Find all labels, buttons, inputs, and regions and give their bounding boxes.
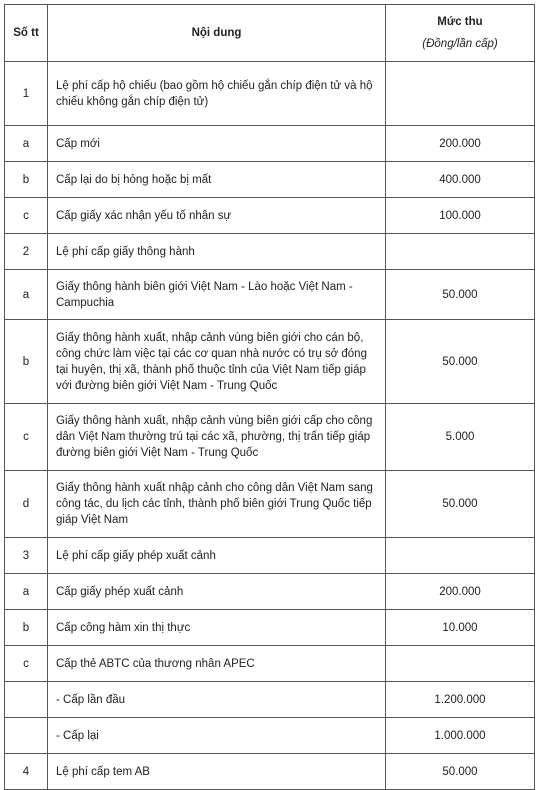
row-content: Giấy thông hành biên giới Việt Nam - Lào hoặc Việt Nam - Campuchia bbox=[48, 270, 386, 320]
table-row bbox=[5, 198, 535, 234]
row-fee-amount: 400.000 bbox=[386, 162, 535, 198]
header-stt: Số tt bbox=[5, 5, 48, 62]
row-fee-amount: 50.000 bbox=[386, 754, 535, 790]
table-row bbox=[5, 538, 535, 574]
table-row bbox=[5, 574, 535, 610]
fee-table bbox=[4, 4, 535, 790]
row-fee-amount: 1.200.000 bbox=[386, 682, 535, 718]
row-number bbox=[5, 718, 48, 754]
table-row bbox=[5, 646, 535, 682]
row-content: Cấp giấy xác nhận yếu tố nhân sự bbox=[48, 198, 386, 234]
row-number: b bbox=[5, 162, 48, 198]
header-fee-label: Mức thu bbox=[437, 16, 483, 28]
row-number: b bbox=[5, 610, 48, 646]
row-content: Cấp giấy phép xuất cảnh bbox=[48, 574, 386, 610]
row-number: c bbox=[5, 646, 48, 682]
row-fee-amount: 200.000 bbox=[386, 126, 535, 162]
row-number: 3 bbox=[5, 538, 48, 574]
row-content: Giấy thông hành xuất, nhập cảnh vùng biên giới cho cán bộ, công chức làm việc tại các cơ quan nhà nước có trụ sở đóng tại huyện, thị xã, thành phố thuộc tỉnh của Việt Nam tiếp giáp với đường biên giới Việt Nam - Trung Quốc bbox=[48, 320, 386, 404]
row-content: Cấp công hàm xin thị thực bbox=[48, 610, 386, 646]
row-content: Giấy thông hành xuất, nhập cảnh vùng biên giới cấp cho công dân Việt Nam thường trú tại các xã, phường, thị trấn tiếp giáp đường biên giới Việt Nam - Trung Quốc bbox=[48, 404, 386, 471]
row-content: Cấp thẻ ABTC của thương nhân APEC bbox=[48, 646, 386, 682]
row-number: a bbox=[5, 574, 48, 610]
row-number: a bbox=[5, 126, 48, 162]
table-row bbox=[5, 682, 535, 718]
row-number: c bbox=[5, 404, 48, 471]
row-fee-amount: 100.000 bbox=[386, 198, 535, 234]
table-row bbox=[5, 126, 535, 162]
row-fee-amount bbox=[386, 646, 535, 682]
row-content: - Cấp lại bbox=[48, 718, 386, 754]
row-content: Lệ phí cấp giấy thông hành bbox=[48, 234, 386, 270]
row-number: 2 bbox=[5, 234, 48, 270]
row-number: b bbox=[5, 320, 48, 404]
table-row bbox=[5, 320, 535, 404]
table-row bbox=[5, 234, 535, 270]
table-row bbox=[5, 62, 535, 126]
table-row bbox=[5, 404, 535, 471]
row-fee-amount: 200.000 bbox=[386, 574, 535, 610]
table-row bbox=[5, 471, 535, 538]
table-row bbox=[5, 162, 535, 198]
header-content: Nội dung bbox=[48, 5, 386, 62]
row-fee-amount: 50.000 bbox=[386, 471, 535, 538]
row-content: Cấp mới bbox=[48, 126, 386, 162]
row-number: c bbox=[5, 198, 48, 234]
row-content: Lệ phí cấp giấy phép xuất cảnh bbox=[48, 538, 386, 574]
row-content: Giấy thông hành xuất nhập cảnh cho công dân Việt Nam sang công tác, du lịch các tỉnh, thành phố biên giới Trung Quốc tiếp giáp Việt Nam bbox=[48, 471, 386, 538]
row-number: 4 bbox=[5, 754, 48, 790]
row-fee-amount: 1.000.000 bbox=[386, 718, 535, 754]
row-fee-amount: 10.000 bbox=[386, 610, 535, 646]
row-fee-amount: 5.000 bbox=[386, 404, 535, 471]
row-number: a bbox=[5, 270, 48, 320]
row-number: d bbox=[5, 471, 48, 538]
table-header-row bbox=[5, 5, 535, 62]
row-content: - Cấp lần đầu bbox=[48, 682, 386, 718]
table-row bbox=[5, 718, 535, 754]
row-fee-amount bbox=[386, 234, 535, 270]
row-fee-amount bbox=[386, 538, 535, 574]
row-number bbox=[5, 682, 48, 718]
row-fee-amount bbox=[386, 62, 535, 126]
table-row bbox=[5, 270, 535, 320]
table-row bbox=[5, 610, 535, 646]
header-fee-unit: (Đồng/lần cấp) bbox=[422, 38, 498, 50]
table-row bbox=[5, 754, 535, 790]
row-number: 1 bbox=[5, 62, 48, 126]
row-fee-amount: 50.000 bbox=[386, 270, 535, 320]
row-fee-amount: 50.000 bbox=[386, 320, 535, 404]
header-fee bbox=[386, 5, 535, 62]
row-content: Cấp lại do bị hỏng hoặc bị mất bbox=[48, 162, 386, 198]
row-content: Lệ phí cấp hộ chiếu (bao gồm hộ chiếu gắn chíp điện tử và hộ chiếu không gắn chíp điện tử) bbox=[48, 62, 386, 126]
row-content: Lệ phí cấp tem AB bbox=[48, 754, 386, 790]
